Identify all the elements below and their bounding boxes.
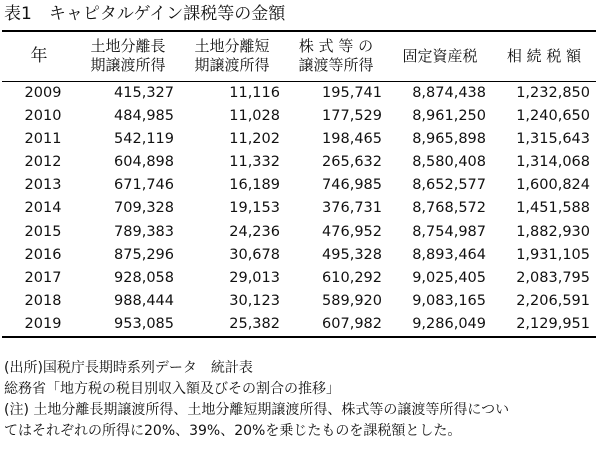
table-row	[2, 105, 596, 128]
table-header-row	[2, 31, 596, 81]
cell-stocks: 746,985	[322, 177, 382, 194]
cell-year: 2018	[24, 293, 62, 310]
cell-fixed-asset: 9,083,165	[412, 293, 486, 310]
cell-stocks: 495,328	[322, 246, 382, 263]
cell-land-long: 875,296	[114, 246, 174, 263]
table-row	[2, 290, 596, 313]
cell-fixed-asset: 8,768,572	[412, 200, 486, 217]
cell-land-short: 24,236	[229, 223, 280, 240]
cell-land-short: 19,153	[229, 200, 280, 217]
cell-land-short: 11,116	[229, 84, 280, 101]
notes-section	[4, 358, 598, 442]
cell-land-long: 604,898	[114, 153, 174, 170]
cell-inheritance: 2,129,951	[516, 316, 590, 333]
cell-land-long: 709,328	[114, 200, 174, 217]
cell-inheritance: 2,206,591	[516, 293, 590, 310]
col-header-fixed-asset-tax: 固定資産税	[402, 46, 478, 65]
table-row	[2, 81, 596, 105]
table-row	[2, 267, 596, 290]
col-header-year: 年	[30, 45, 48, 66]
cell-year: 2009	[24, 84, 62, 101]
col-header-land-long-term: 土地分離長 期譲渡所得	[90, 37, 166, 75]
cell-year: 2012	[24, 153, 62, 170]
cell-land-long: 988,444	[114, 293, 174, 310]
table-body	[2, 81, 596, 337]
cell-year: 2019	[24, 316, 62, 333]
cell-inheritance: 1,314,068	[516, 153, 590, 170]
cell-land-short: 16,189	[229, 177, 280, 194]
cell-land-short: 30,678	[229, 246, 280, 263]
cell-land-long: 789,383	[114, 223, 174, 240]
cell-stocks: 376,731	[322, 200, 382, 217]
cell-land-short: 11,332	[229, 153, 280, 170]
cell-stocks: 195,741	[322, 84, 382, 101]
cell-fixed-asset: 8,580,408	[412, 153, 486, 170]
cell-land-long: 484,985	[114, 107, 174, 124]
cell-stocks: 177,529	[322, 107, 382, 124]
cell-land-long: 542,119	[114, 130, 174, 147]
cell-fixed-asset: 8,961,250	[412, 107, 486, 124]
cell-fixed-asset: 9,025,405	[412, 269, 486, 286]
table-row	[2, 244, 596, 267]
table-row	[2, 174, 596, 197]
cell-stocks: 607,982	[322, 316, 382, 333]
cell-land-long: 671,746	[114, 177, 174, 194]
col-header-land-short-term: 土地分離短 期譲渡所得	[194, 37, 270, 75]
cell-stocks: 589,920	[322, 293, 382, 310]
cell-land-long: 953,085	[114, 316, 174, 333]
cell-inheritance: 1,600,824	[516, 177, 590, 194]
cell-land-short: 29,013	[229, 269, 280, 286]
cell-land-long: 415,327	[114, 84, 174, 101]
cell-land-short: 11,028	[229, 107, 280, 124]
cell-stocks: 610,292	[322, 269, 382, 286]
source-line-1: (出所)国税庁長期時系列データ 統計表	[4, 360, 253, 376]
cell-fixed-asset: 8,652,577	[412, 177, 486, 194]
cell-year: 2017	[24, 269, 62, 286]
source-line-2: 総務省「地方税の税目別収入額及びその割合の推移」	[4, 381, 340, 397]
cell-year: 2011	[24, 130, 62, 147]
cell-inheritance: 1,931,105	[516, 246, 590, 263]
cell-land-short: 30,123	[229, 293, 280, 310]
cell-land-short: 25,382	[229, 316, 280, 333]
cell-fixed-asset: 8,754,987	[412, 223, 486, 240]
cell-inheritance: 1,315,643	[516, 130, 590, 147]
cell-stocks: 198,465	[322, 130, 382, 147]
cell-stocks: 476,952	[322, 223, 382, 240]
table-row	[2, 197, 596, 220]
cell-year: 2010	[24, 107, 62, 124]
cell-land-long: 928,058	[114, 269, 174, 286]
table-row	[2, 128, 596, 151]
cell-year: 2015	[24, 223, 62, 240]
note-line-2: てはそれぞれの所得に20%、39%、20%を乗じたものを課税額とした。	[4, 423, 462, 439]
tax-amount-table	[2, 30, 596, 338]
col-header-inheritance-tax: 相 続 税 額	[506, 46, 582, 65]
table-title: 表1 キャピタルゲイン課税等の金額	[4, 4, 286, 24]
cell-land-short: 11,202	[229, 130, 280, 147]
table-row	[2, 151, 596, 174]
table-row	[2, 313, 596, 337]
cell-inheritance: 1,240,650	[516, 107, 590, 124]
cell-inheritance: 1,232,850	[516, 84, 590, 101]
cell-year: 2013	[24, 177, 62, 194]
cell-fixed-asset: 9,286,049	[412, 316, 486, 333]
cell-inheritance: 2,083,795	[516, 269, 590, 286]
cell-year: 2014	[24, 200, 62, 217]
table-row	[2, 220, 596, 243]
cell-year: 2016	[24, 246, 62, 263]
cell-fixed-asset: 8,893,464	[412, 246, 486, 263]
cell-stocks: 265,632	[322, 153, 382, 170]
cell-inheritance: 1,451,588	[516, 200, 590, 217]
col-header-stocks: 株 式 等 の 譲渡等所得	[298, 37, 374, 75]
cell-fixed-asset: 8,965,898	[412, 130, 486, 147]
cell-fixed-asset: 8,874,438	[412, 84, 486, 101]
cell-inheritance: 1,882,930	[516, 223, 590, 240]
note-line-1: (注) 土地分離長期譲渡所得、土地分離短期譲渡所得、株式等の譲渡等所得につい	[4, 402, 510, 418]
